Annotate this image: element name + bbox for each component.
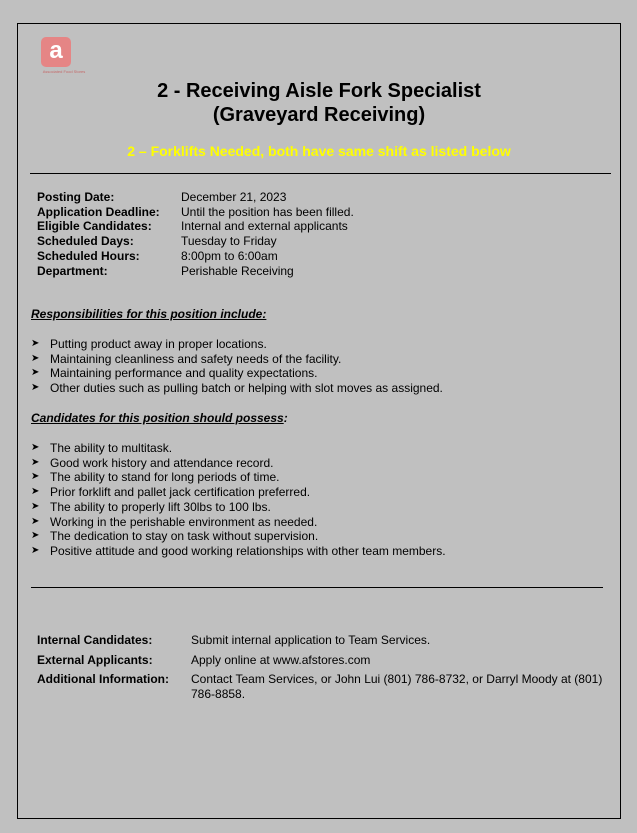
arrow-bullet-icon: ➤ [31,456,40,468]
arrow-bullet-icon: ➤ [31,442,40,453]
info-label: Posting Date: [37,190,115,204]
page-title [18,79,620,127]
info-value: December 21, 2023 [181,190,287,204]
list-item [31,352,443,367]
contact-row [37,672,611,701]
list-item-text: The ability to properly lift 30lbs to 100 lbs. [50,499,271,514]
list-item-text: Working in the perishable environment as needed. [50,514,318,529]
list-item-text: Other duties such as pulling batch or helping with slot moves as assigned. [50,381,443,396]
qualifications-heading-suffix: : [283,411,288,425]
responsibilities-list [31,337,443,396]
posting-info-table [37,190,354,278]
arrow-bullet-icon: ➤ [31,544,40,556]
info-label: Eligible Candidates: [37,219,152,234]
list-item [31,515,446,530]
contact-value: Submit internal application to Team Services. [191,633,431,647]
list-item-text: The dedication to stay on task without supervision. [50,529,319,544]
list-item-text: Maintaining cleanliness and safety needs of the facility. [50,351,342,366]
arrow-bullet-icon: ➤ [31,486,40,498]
list-item-text: The ability to stand for long periods of time. [50,470,280,485]
list-item-text: Positive attitude and good working relationships with other team members. [50,543,446,558]
list-item [31,529,446,544]
contact-info-table [37,633,611,706]
arrow-bullet-icon: ➤ [31,338,40,349]
contact-row [37,653,611,668]
qualifications-heading [31,411,288,425]
title-line-1: 2 - Receiving Aisle Fork Specialist [157,80,481,102]
bottom-divider [31,587,603,588]
list-item-text: The ability to multitask. [50,441,173,455]
list-item [31,337,443,352]
info-row [37,249,354,264]
info-row [37,219,354,234]
info-row [37,264,354,279]
contact-value: Apply online at www.afstores.com [191,652,371,667]
info-label: Scheduled Days: [37,234,134,249]
list-item [31,456,446,471]
arrow-bullet-icon: ➤ [31,500,40,512]
qualifications-heading-text: Candidates for this position should possess [31,411,284,425]
arrow-bullet-icon: ➤ [31,382,40,394]
contact-label: Internal Candidates: [37,633,153,647]
arrow-bullet-icon: ➤ [31,471,40,483]
page-subtitle: 2 – Forklifts Needed, both have same shift as listed below [127,143,511,159]
info-value: Internal and external applicants [181,219,348,234]
list-item [31,485,446,500]
contact-label: External Applicants: [37,652,153,667]
list-item [31,544,446,559]
logo-letter: a [41,37,71,67]
info-label: Scheduled Hours: [37,248,140,263]
logo-caption: Associated Food Stores [42,69,86,74]
top-divider [30,173,611,174]
list-item-text: Good work history and attendance record. [50,455,274,470]
company-logo [40,37,86,77]
info-row [37,205,354,220]
list-item-text: Prior forklift and pallet jack certification preferred. [50,485,311,500]
list-item [31,381,443,396]
list-item [31,441,446,456]
info-value: Tuesday to Friday [181,234,277,249]
contact-value: Contact Team Services, or John Lui (801) 786-8732, or Darryl Moody at (801) 786-8858. [191,672,603,701]
responsibilities-heading-text: Responsibilities for this position include: [31,307,267,321]
list-item [31,366,443,381]
arrow-bullet-icon: ➤ [31,367,40,379]
info-value: Perishable Receiving [181,263,294,278]
list-item [31,470,446,485]
list-item [31,500,446,515]
contact-row [37,633,611,648]
responsibilities-heading [31,307,266,321]
arrow-bullet-icon: ➤ [31,352,40,364]
job-posting-page [17,23,621,819]
arrow-bullet-icon: ➤ [31,530,40,542]
list-item-text: Maintaining performance and quality expectations. [50,366,318,381]
qualifications-list [31,441,446,559]
info-row [37,190,354,205]
info-value: Until the position has been filled. [181,204,354,219]
info-row [37,234,354,249]
info-value: 8:00pm to 6:00am [181,248,278,263]
info-label: Application Deadline: [37,204,160,219]
title-line-2: (Graveyard Receiving) [212,104,426,126]
contact-label: Additional Information: [37,672,169,686]
list-item-text: Putting product away in proper locations. [50,337,267,351]
arrow-bullet-icon: ➤ [31,515,40,527]
info-label: Department: [37,263,108,278]
